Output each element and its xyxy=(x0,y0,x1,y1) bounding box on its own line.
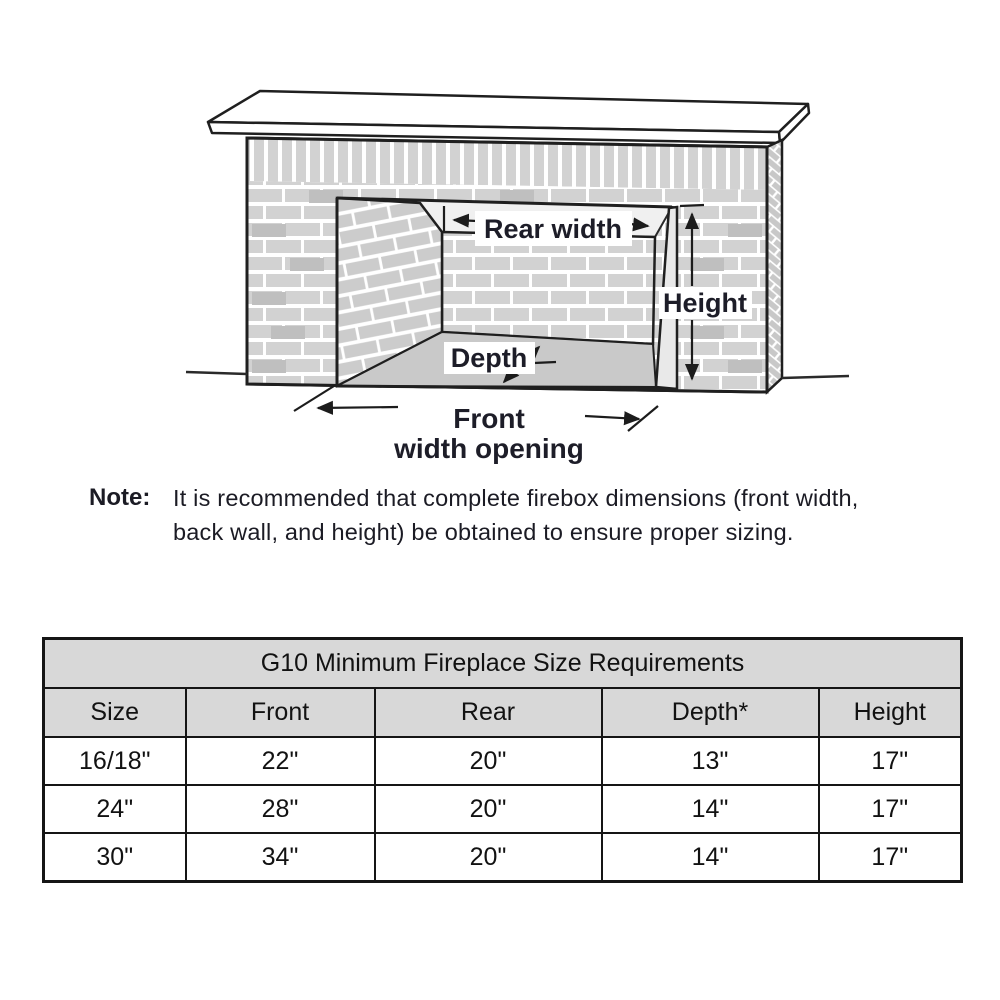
cell-front: 28" xyxy=(186,785,375,833)
header-rear: Rear xyxy=(375,688,602,737)
front-width-label-line2: width opening xyxy=(394,433,584,464)
size-requirements-table xyxy=(42,637,963,883)
note-text xyxy=(173,481,858,549)
cell-height: 17" xyxy=(819,737,962,785)
cell-depth: 14" xyxy=(602,833,819,882)
cell-size: 16/18" xyxy=(44,737,186,785)
cell-depth: 13" xyxy=(602,737,819,785)
note-line-1: It is recommended that complete firebox dimensions (front width, xyxy=(173,485,859,511)
cell-height: 17" xyxy=(819,833,962,882)
cell-rear: 20" xyxy=(375,737,602,785)
note-block xyxy=(89,481,919,549)
height-label: Height xyxy=(663,288,747,318)
header-height: Height xyxy=(819,688,962,737)
fireplace-diagram xyxy=(0,0,1000,475)
table-title-row xyxy=(44,639,962,689)
cell-size: 30" xyxy=(44,833,186,882)
table-row xyxy=(44,833,962,882)
ground-line-right xyxy=(782,376,849,378)
right-end-face xyxy=(767,140,782,392)
front-width-label-line1: Front xyxy=(453,403,525,434)
cell-rear: 20" xyxy=(375,833,602,882)
header-size: Size xyxy=(44,688,186,737)
note-label: Note: xyxy=(89,484,151,511)
cell-depth: 14" xyxy=(602,785,819,833)
table-row xyxy=(44,785,962,833)
header-depth: Depth* xyxy=(602,688,819,737)
cell-front: 34" xyxy=(186,833,375,882)
cell-size: 24" xyxy=(44,785,186,833)
back-wall xyxy=(442,232,655,344)
rear-width-label: Rear width xyxy=(483,214,623,244)
table-header-row xyxy=(44,688,962,737)
mantel-slab xyxy=(208,91,809,143)
depth-label: Depth xyxy=(450,343,528,373)
cell-height: 17" xyxy=(819,785,962,833)
note-line-2: back wall, and height) be obtained to ensure proper sizing. xyxy=(173,519,794,545)
cell-rear: 20" xyxy=(375,785,602,833)
cell-front: 22" xyxy=(186,737,375,785)
header-front: Front xyxy=(186,688,375,737)
table-row xyxy=(44,737,962,785)
table-title: G10 Minimum Fireplace Size Requirements xyxy=(44,639,962,689)
ground-line-left xyxy=(186,372,247,374)
